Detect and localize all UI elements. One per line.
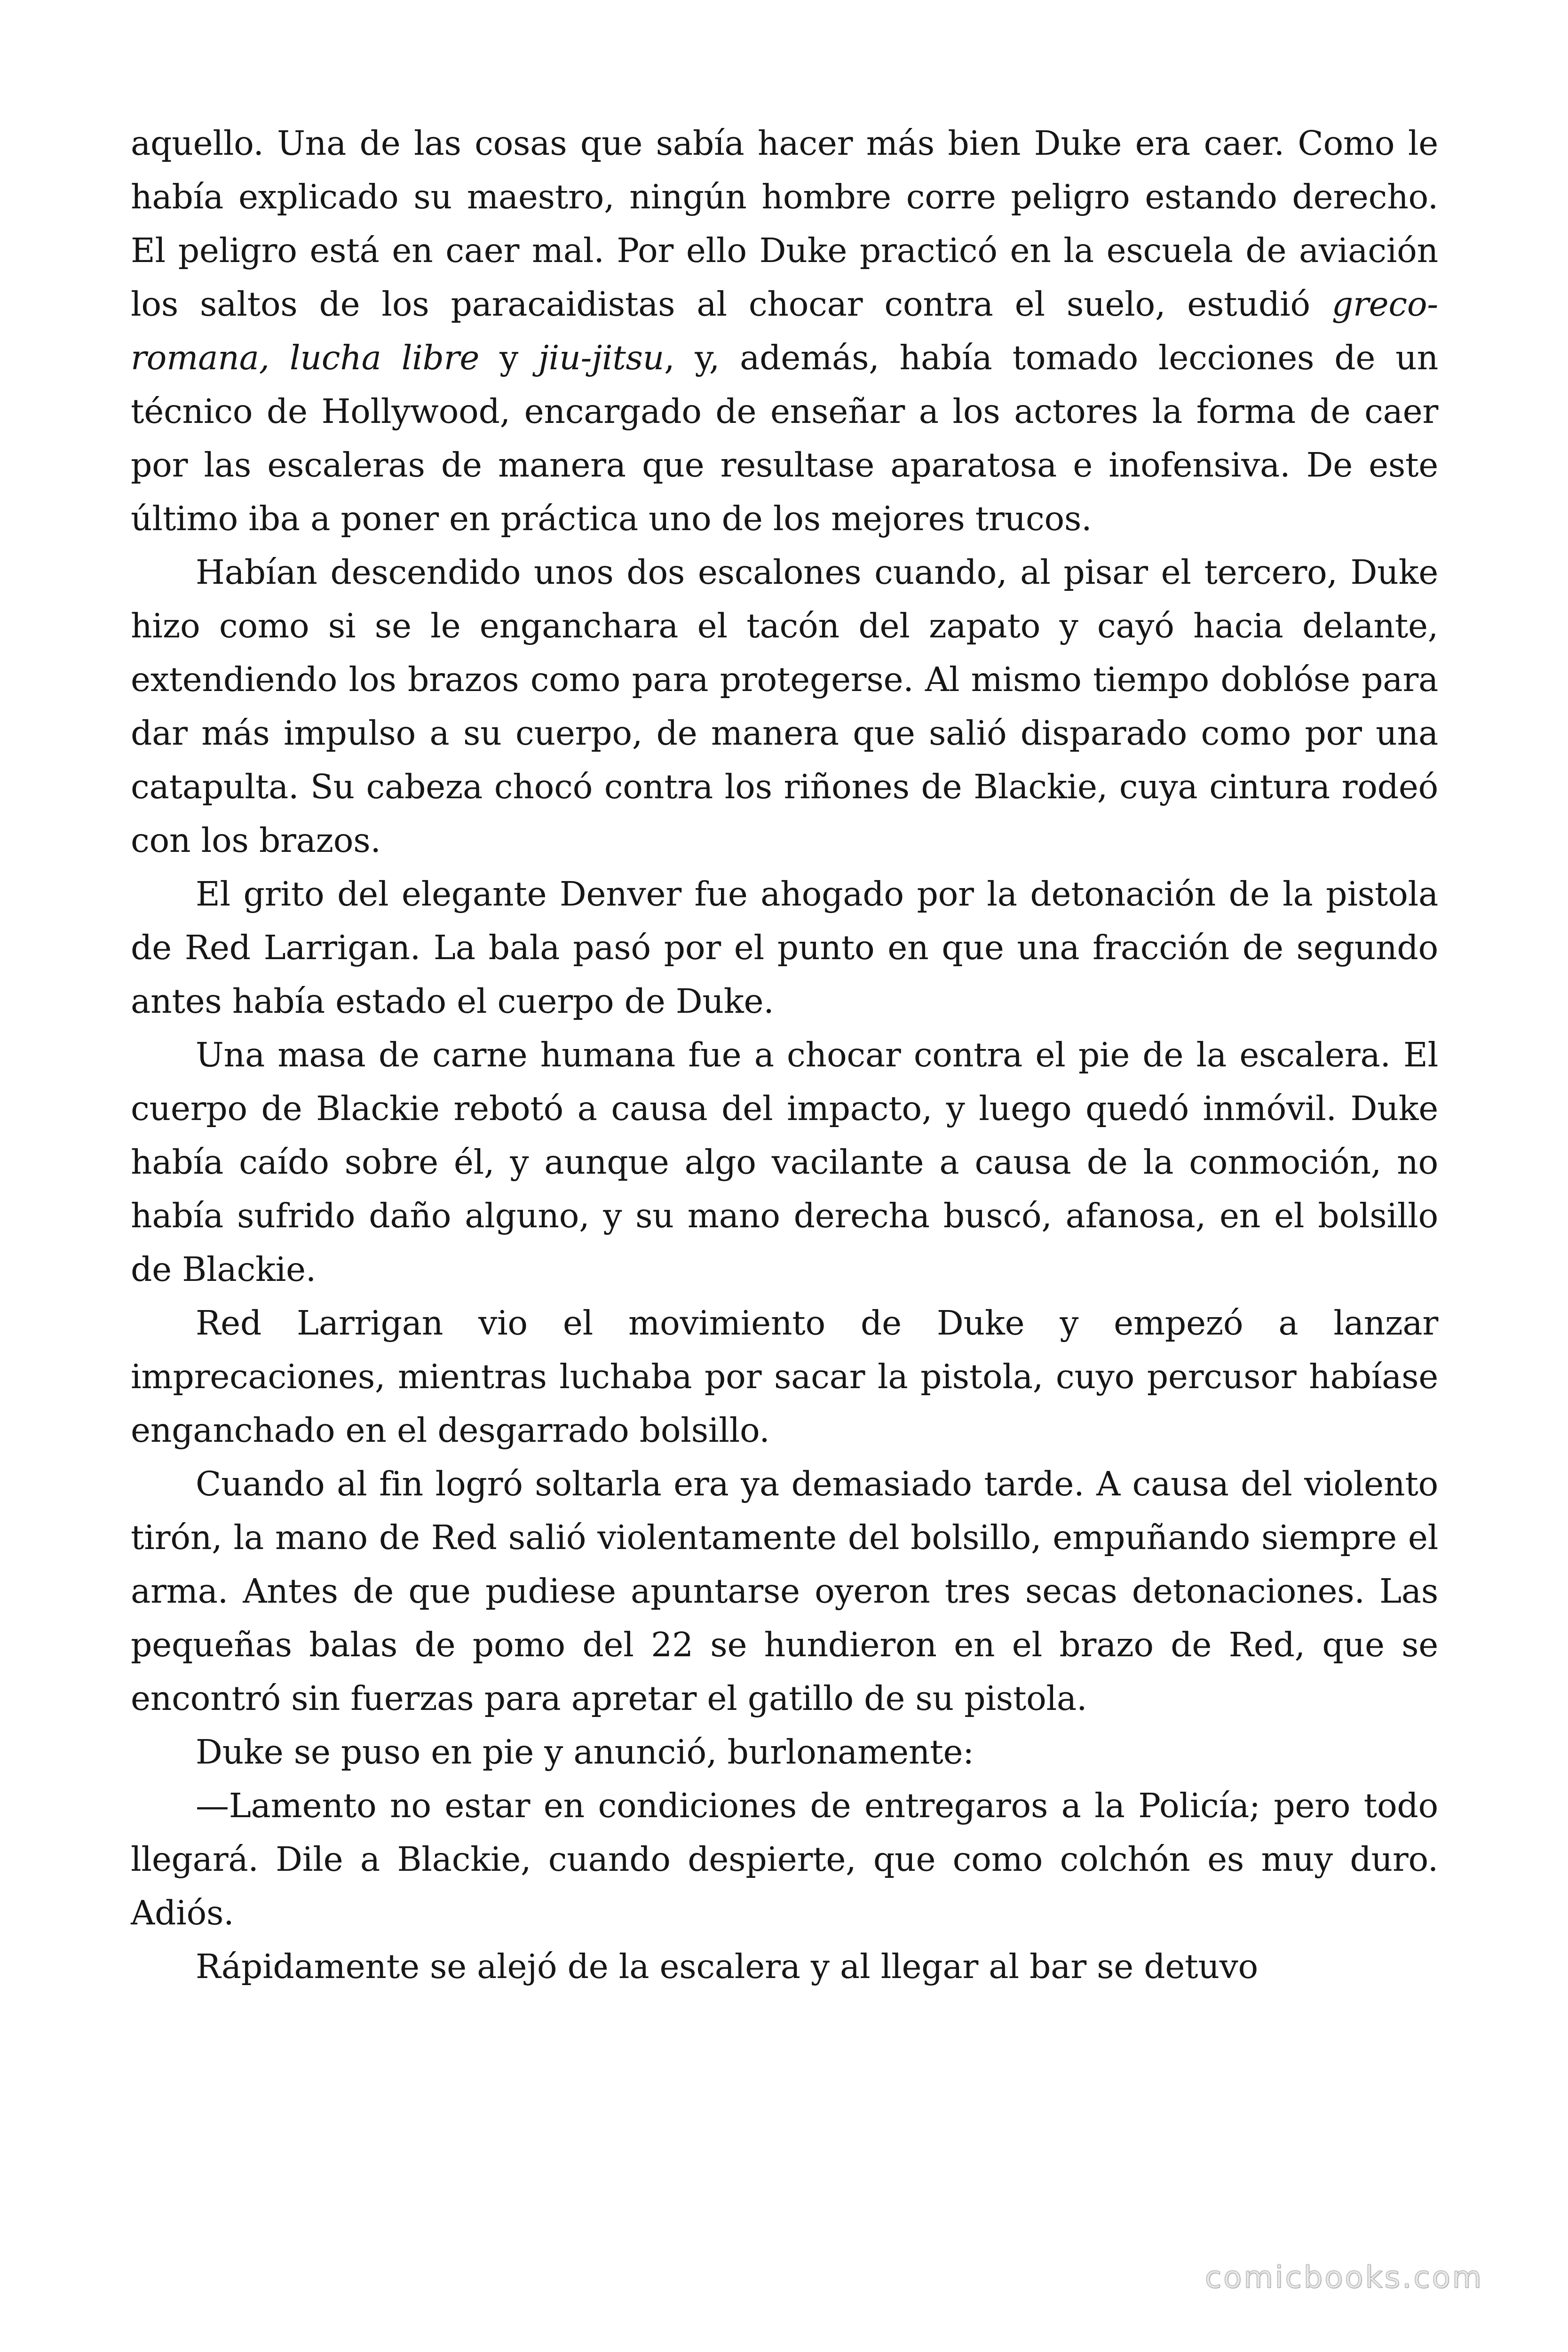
- paragraph: [131, 546, 1438, 867]
- paragraph: [131, 1725, 1438, 1779]
- text-run: , y, además, había tomado lecciones de un técnico de Hollywood, encargado de enseñar a los actores la forma de caer por las escaleras de manera que resultase aparatosa e inofensiva. De este último iba a poner en práctica uno de los mejores trucos.: [131, 338, 1438, 538]
- paragraph: [131, 867, 1438, 1028]
- text-run: —Lamento no estar en condiciones de entregaros a la Policía; pero todo llegará. Dile a Blackie, cuando despierte, que como colchón es muy duro. Adiós.: [131, 1786, 1438, 1932]
- text-run: Duke se puso en pie y anunció, burlonamente:: [196, 1732, 974, 1772]
- paragraph: [131, 1457, 1438, 1725]
- body-text: [131, 117, 1438, 1994]
- paragraph: [131, 1296, 1438, 1457]
- text-run: Una masa de carne humana fue a chocar contra el pie de la escalera. El cuerpo de Blackie rebotó a causa del impacto, y luego quedó inmóvil. Duke había caído sobre él, y aunque algo vacilante a causa de la conmoción, no había sufrido daño alguno, y su mano derecha buscó, afanosa, en el bolsillo de Blackie.: [131, 1035, 1438, 1289]
- paragraph: [131, 1940, 1438, 1994]
- text-run: Cuando al fin logró soltarla era ya demasiado tarde. A causa del violento tirón, la mano de Red salió violentamente del bolsillo, empuñando siempre el arma. Antes de que pudiese apuntarse oyeron tres secas detonaciones. Las pequeñas balas de pomo del 22 se hundieron en el brazo de Red, que se encontró sin fuerzas para apretar el gatillo de su pistola.: [131, 1464, 1438, 1718]
- italic-text: greco-romana, lucha libre: [131, 285, 1438, 377]
- text-run: Habían descendido unos dos escalones cuando, al pisar el tercero, Duke hizo como si se le enganchara el tacón del zapato y cayó hacia delante, extendiendo los brazos como para protegerse. Al mismo tiempo doblóse para dar más impulso a su cuerpo, de manera que salió disparado como por una catapulta. Su cabeza chocó contra los riñones de Blackie, cuya cintura rodeó con los brazos.: [131, 553, 1438, 860]
- text-run: aquello. Una de las cosas que sabía hacer más bien Duke era caer. Como le había explicado su maestro, ningún hombre corre peligro estando derecho. El peligro está en caer mal. Por ello Duke practicó en la escuela de aviación los saltos de los paracaidistas al chocar contra el suelo, estudió: [131, 124, 1438, 324]
- text-run: Rápidamente se alejó de la escalera y al llegar al bar se detuvo: [196, 1947, 1259, 1986]
- text-run: El grito del elegante Denver fue ahogado por la detonación de la pistola de Red Larrigan. La bala pasó por el punto en que una fracción de segundo antes había estado el cuerpo de Duke.: [131, 874, 1438, 1021]
- paragraph: [131, 1779, 1438, 1940]
- text-run: Red Larrigan vio el movimiento de Duke y empezó a lanzar imprecaciones, mientras luchaba por sacar la pistola, cuyo percusor habíase enganchado en el desgarrado bolsillo.: [131, 1303, 1438, 1450]
- paragraph: [131, 117, 1438, 546]
- text-run: y: [479, 338, 539, 377]
- watermark: comicbooks.com: [1204, 2260, 1483, 2295]
- italic-text: jiu-jitsu: [538, 338, 665, 377]
- paragraph: [131, 1028, 1438, 1296]
